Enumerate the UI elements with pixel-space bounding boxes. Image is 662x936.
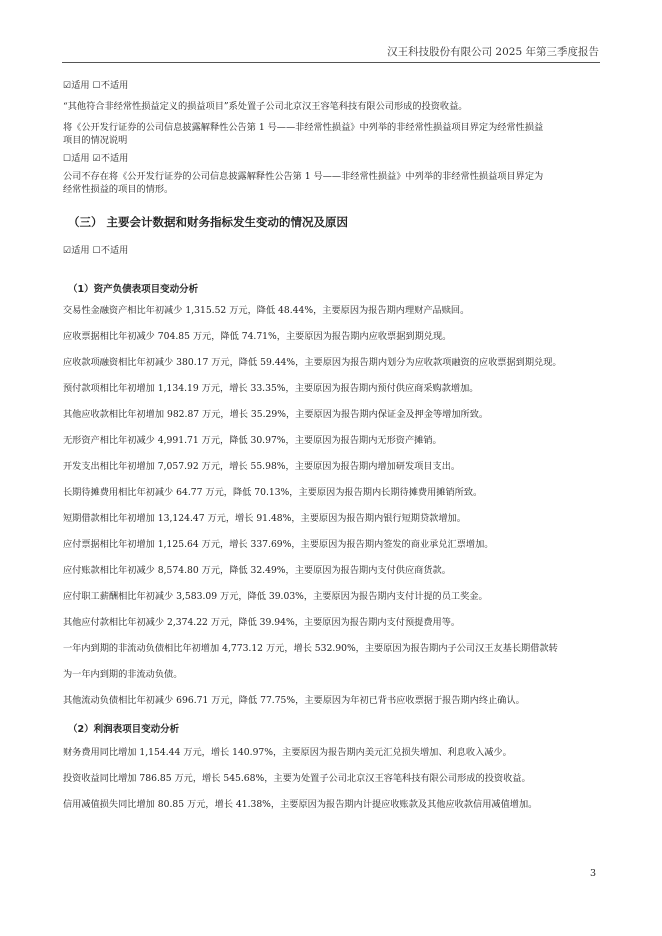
- income-item: 投资收益同比增加 786.85 万元，增长 545.68%，主要为处置子公司北京汉王容笔科技有限公司形成的投资收益。: [63, 773, 531, 784]
- balance-sheet-subheading: （1）资产负债表项目变动分析: [68, 284, 199, 295]
- balance-item: 应收票据相比年初减少 704.85 万元，降低 74.71%，主要原因为报告期内应收票据到期兑现。: [63, 331, 452, 342]
- income-statement-subheading: （2）利润表项目变动分析: [68, 724, 180, 735]
- classification-note-line1: 将《公开发行证券的公司信息披露解释性公告第 1 号——非经常性损益》中列举的非经常性损益项目界定为经常性损益: [63, 122, 544, 133]
- applicability-checkbox-2: ☐适用 ☑不适用: [63, 153, 129, 164]
- balance-item: 开发支出相比年初增加 7,057.92 万元，增长 55.98%，主要原因为报告期内增加研发项目支出。: [63, 461, 461, 472]
- classification-text-line1: 公司不存在将《公开发行证券的公司信息披露解释性公告第 1 号——非经常性损益》中列举的非经常性损益项目界定为: [63, 171, 544, 182]
- balance-item: 无形资产相比年初减少 4,991.71 万元，降低 30.97%，主要原因为报告期内无形资产摊销。: [63, 435, 442, 446]
- balance-item: 其他应收款相比年初增加 982.87 万元，增长 35.29%，主要原因为报告期内保证金及押金等增加所致。: [63, 409, 489, 420]
- balance-item: 其他应付款相比年初减少 2,374.22 万元，降低 39.94%，主要原因为报告期内支付预提费用等。: [63, 617, 461, 628]
- balance-item: 交易性金融资产相比年初减少 1,315.52 万元，降低 48.44%，主要原因为报告期内理财产品赎回。: [63, 305, 470, 316]
- balance-item: 短期借款相比年初增加 13,124.47 万元，增长 91.48%，主要原因为报告期内银行短期贷款增加。: [63, 513, 466, 524]
- applicability-checkbox-3: ☑适用 ☐不适用: [63, 245, 129, 256]
- nonrecurring-item-description: “其他符合非经常性损益定义的损益项目”系处置子公司北京汉王容笔科技有限公司形成的投资收益。: [63, 101, 468, 112]
- balance-item-wrap-line2: 为一年内到期的非流动负债。: [63, 669, 183, 680]
- balance-item: 应付账款相比年初减少 8,574.80 万元，降低 32.49%，主要原因为报告期内支付供应商货款。: [63, 565, 451, 576]
- balance-item: 长期待摊费用相比年初减少 64.77 万元，降低 70.13%，主要原因为报告期内长期待摊费用摊销所致。: [63, 487, 483, 498]
- income-item: 信用减值损失同比增加 80.85 万元，增长 41.38%，主要原因为报告期内计提应收账款及其他应收款信用减值增加。: [63, 799, 538, 810]
- section-heading-changes: （三） 主要会计数据和财务指标发生变动的情况及原因: [68, 215, 349, 229]
- report-header: 汉王科技股份有限公司 2025 年第三季度报告: [387, 46, 599, 58]
- classification-text-line2: 经常性损益的项目的情形。: [63, 184, 174, 195]
- balance-item: 应收款项融资相比年初减少 380.17 万元，降低 59.44%，主要原因为报告期内划分为应收款项融资的应收票据到期兑现。: [63, 357, 562, 368]
- balance-item: 应付职工薪酬相比年初减少 3,583.09 万元，降低 39.03%，主要原因为报告期内支付计提的员工奖金。: [63, 591, 488, 602]
- balance-item: 其他流动负债相比年初减少 696.71 万元，降低 77.75%，主要原因为年初已背书应收票据于报告期内终止确认。: [63, 695, 525, 706]
- balance-item-wrap-line1: 一年内到期的非流动负债相比年初增加 4,773.12 万元，增长 532.90%，主要原因为报告期内子公司汉王友基长期借款转: [63, 643, 558, 654]
- balance-item: 应付票据相比年初增加 1,125.64 万元，增长 337.69%，主要原因为报告期内签发的商业承兑汇票增加。: [63, 539, 494, 550]
- page-number: 3: [589, 868, 596, 879]
- income-item: 财务费用同比增加 1,154.44 万元，增长 140.97%，主要原因为报告期内美元汇兑损失增加、利息收入减少。: [63, 747, 512, 758]
- balance-item: 预付款项相比年初增加 1,134.19 万元，增长 33.35%，主要原因为报告期内预付供应商采购款增加。: [63, 383, 479, 394]
- classification-note-line2: 项目的情况说明: [63, 135, 128, 146]
- header-divider: [62, 62, 600, 63]
- applicability-checkbox: ☑适用 ☐不适用: [63, 80, 129, 91]
